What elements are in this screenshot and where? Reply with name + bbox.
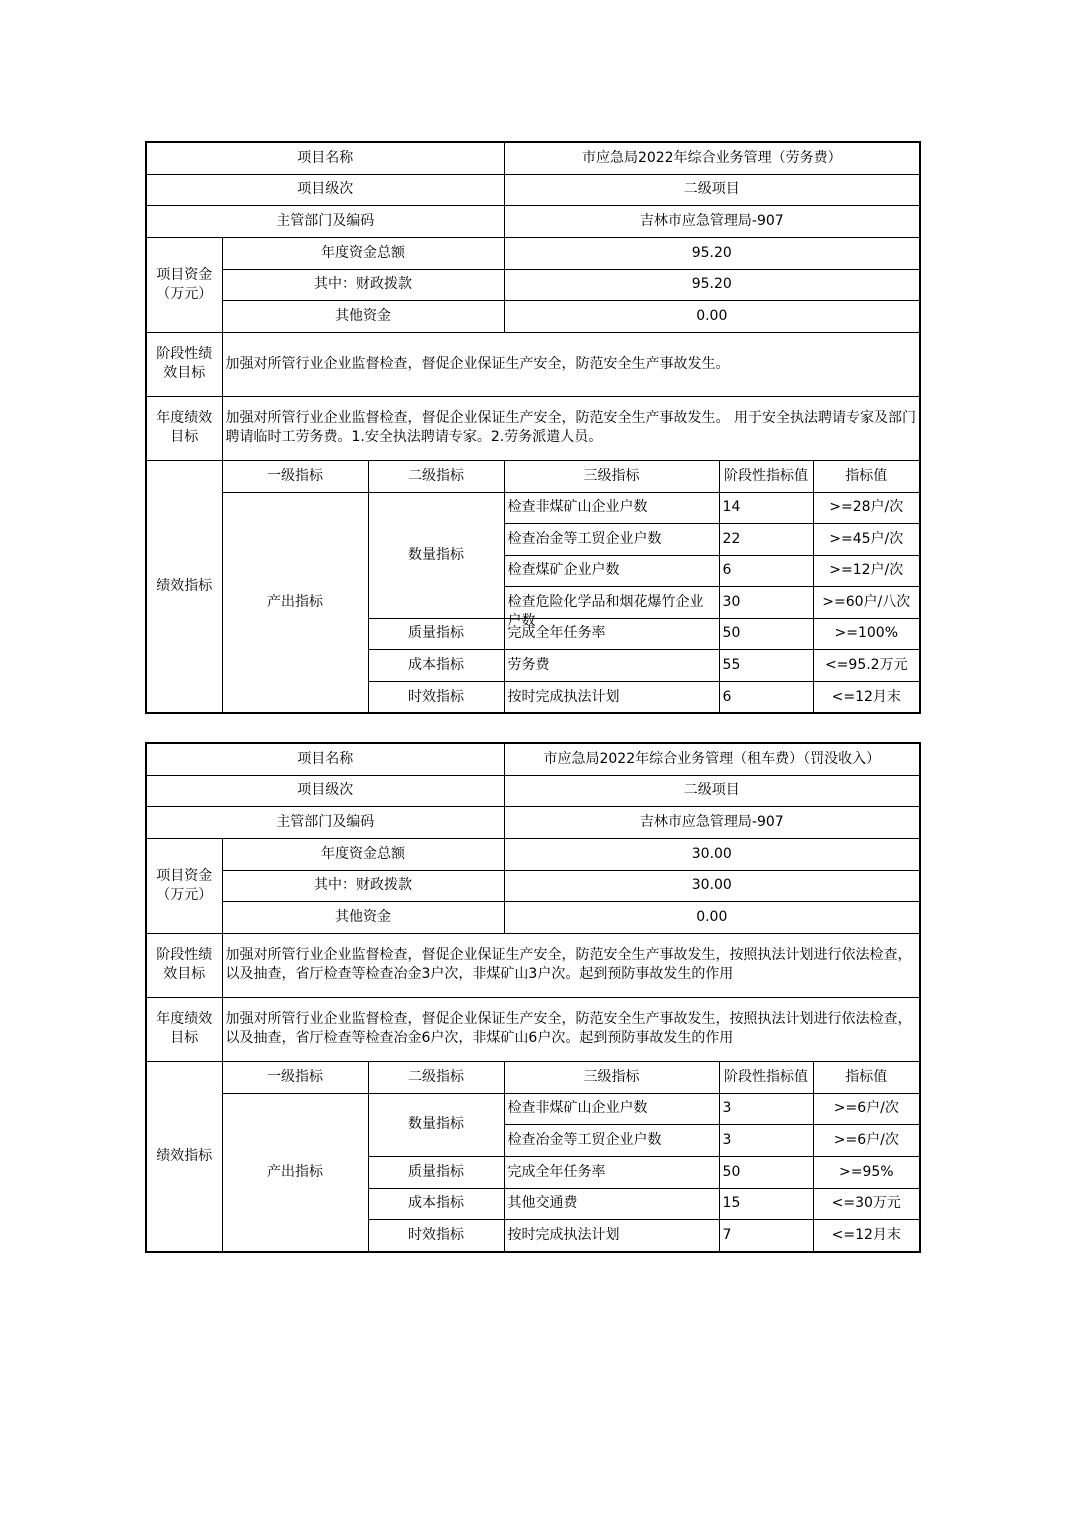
annual-goal-value: 加强对所管行业企业监督检查，督促企业保证生产安全，防范安全生产事故发生，按照执法计划进行依法检查，以及抽查，省厅检查等检查冶金6户次，非煤矿山6户次。起到预防事故发生的作用 xyxy=(222,997,920,1061)
stage-value-cell: 3 xyxy=(719,1125,813,1157)
level3-cell: 完成全年任务率 xyxy=(504,1157,719,1189)
output-label: 产出指标 xyxy=(222,492,368,713)
performance-table-2 xyxy=(145,742,921,1253)
level3-header: 三级指标 xyxy=(504,460,719,492)
level3-cell: 检查煤矿企业户数 xyxy=(504,555,719,587)
stage-goal-value: 加强对所管行业企业监督检查，督促企业保证生产安全，防范安全生产事故发生。 xyxy=(222,332,920,396)
department-label: 主管部门及编码 xyxy=(146,807,504,839)
indicators-label: 绩效指标 xyxy=(146,1061,222,1252)
quality-label: 质量指标 xyxy=(368,618,504,650)
target-value-cell: >=45户/次 xyxy=(813,524,920,556)
timeliness-label: 时效指标 xyxy=(368,682,504,714)
stage-goal-value: 加强对所管行业企业监督检查，督促企业保证生产安全，防范安全生产事故发生，按照执法计划进行依法检查，以及抽查，省厅检查等检查冶金3户次，非煤矿山3户次。起到预防事故发生的作用 xyxy=(222,933,920,997)
stage-value-cell: 14 xyxy=(719,492,813,524)
output-label: 产出指标 xyxy=(222,1093,368,1252)
stage-value-cell: 22 xyxy=(719,524,813,556)
stage-value-cell: 50 xyxy=(719,618,813,650)
project-name-label: 项目名称 xyxy=(146,743,504,775)
target-value-cell: >=6户/次 xyxy=(813,1093,920,1125)
level3-cell: 检查危险化学品和烟花爆竹企业户数 xyxy=(507,593,704,629)
target-value-cell: >=6户/次 xyxy=(813,1125,920,1157)
other-funds-value: 0.00 xyxy=(504,902,920,934)
quantity-label: 数量指标 xyxy=(368,1093,504,1157)
quantity-label: 数量指标 xyxy=(368,492,504,618)
project-name-value: 市应急局2022年综合业务管理（租车费）（罚没收入） xyxy=(504,743,920,775)
target-value-cell: <=12月末 xyxy=(813,1220,920,1252)
performance-table-1 xyxy=(145,141,921,714)
table-row xyxy=(146,1093,920,1125)
department-label: 主管部门及编码 xyxy=(146,206,504,238)
cost-label: 成本指标 xyxy=(368,1188,504,1220)
funds-label: 项目资金（万元） xyxy=(146,838,222,933)
other-funds-label: 其他资金 xyxy=(222,902,504,934)
target-value-cell: >=28户/次 xyxy=(813,492,920,524)
level2-header: 二级指标 xyxy=(368,1061,504,1093)
other-funds-value: 0.00 xyxy=(504,301,920,333)
level1-header: 一级指标 xyxy=(222,460,368,492)
quality-label: 质量指标 xyxy=(368,1157,504,1189)
cost-label: 成本指标 xyxy=(368,650,504,682)
fiscal-label: 其中：财政拨款 xyxy=(222,269,504,301)
target-value-cell: >=100% xyxy=(813,618,920,650)
level1-header: 一级指标 xyxy=(222,1061,368,1093)
stage-value-cell: 6 xyxy=(719,682,813,714)
level3-cell: 完成全年任务率 xyxy=(504,618,719,650)
annual-total-value: 95.20 xyxy=(504,237,920,269)
target-value-cell: >=95% xyxy=(813,1157,920,1189)
annual-total-label: 年度资金总额 xyxy=(222,838,504,870)
stage-value-cell: 50 xyxy=(719,1157,813,1189)
project-level-value: 二级项目 xyxy=(504,775,920,807)
level3-cell: 按时完成执法计划 xyxy=(504,682,719,714)
stage-value-cell: 15 xyxy=(719,1188,813,1220)
fiscal-value: 30.00 xyxy=(504,870,920,902)
stage-value-cell: 3 xyxy=(719,1093,813,1125)
stage-value-header: 阶段性指标值 xyxy=(719,1061,813,1093)
other-funds-label: 其他资金 xyxy=(222,301,504,333)
level3-header: 三级指标 xyxy=(504,1061,719,1093)
indicators-label: 绩效指标 xyxy=(146,460,222,713)
level3-cell: 检查冶金等工贸企业户数 xyxy=(504,1125,719,1157)
level3-cell: 其他交通费 xyxy=(504,1188,719,1220)
level3-cell: 检查冶金等工贸企业户数 xyxy=(504,524,719,556)
annual-goal-label: 年度绩效目标 xyxy=(146,396,222,460)
target-value-cell: >=60户/八次 xyxy=(813,587,920,619)
level2-header: 二级指标 xyxy=(368,460,504,492)
project-name-value: 市应急局2022年综合业务管理（劳务费） xyxy=(504,142,920,174)
stage-goal-label: 阶段性绩效目标 xyxy=(146,332,222,396)
target-value-cell: <=30万元 xyxy=(813,1188,920,1220)
stage-goal-label: 阶段性绩效目标 xyxy=(146,933,222,997)
stage-value-cell: 6 xyxy=(719,555,813,587)
target-value-header: 指标值 xyxy=(813,1061,920,1093)
target-value-cell: <=95.2万元 xyxy=(813,650,920,682)
department-value: 吉林市应急管理局-907 xyxy=(504,206,920,238)
target-value-cell: <=12月末 xyxy=(813,682,920,714)
timeliness-label: 时效指标 xyxy=(368,1220,504,1252)
department-value: 吉林市应急管理局-907 xyxy=(504,807,920,839)
stage-value-cell: 55 xyxy=(719,650,813,682)
table-row xyxy=(146,492,920,524)
level3-cell: 检查非煤矿山企业户数 xyxy=(504,1093,719,1125)
target-value-header: 指标值 xyxy=(813,460,920,492)
project-level-value: 二级项目 xyxy=(504,174,920,206)
annual-goal-value: 加强对所管行业企业监督检查，督促企业保证生产安全，防范安全生产事故发生。 用于安全执法聘请专家及部门聘请临时工劳务费。1.安全执法聘请专家。2.劳务派遣人员。 xyxy=(222,396,920,460)
stage-value-cell: 7 xyxy=(719,1220,813,1252)
level3-cell: 检查非煤矿山企业户数 xyxy=(504,492,719,524)
stage-value-cell: 30 xyxy=(719,587,813,619)
project-name-label: 项目名称 xyxy=(146,142,504,174)
level3-cell: 劳务费 xyxy=(504,650,719,682)
project-level-label: 项目级次 xyxy=(146,775,504,807)
fiscal-label: 其中：财政拨款 xyxy=(222,870,504,902)
stage-value-header: 阶段性指标值 xyxy=(719,460,813,492)
level3-cell: 按时完成执法计划 xyxy=(504,1220,719,1252)
project-level-label: 项目级次 xyxy=(146,174,504,206)
annual-total-value: 30.00 xyxy=(504,838,920,870)
annual-goal-label: 年度绩效目标 xyxy=(146,997,222,1061)
target-value-cell: >=12户/次 xyxy=(813,555,920,587)
funds-label: 项目资金（万元） xyxy=(146,237,222,332)
fiscal-value: 95.20 xyxy=(504,269,920,301)
annual-total-label: 年度资金总额 xyxy=(222,237,504,269)
